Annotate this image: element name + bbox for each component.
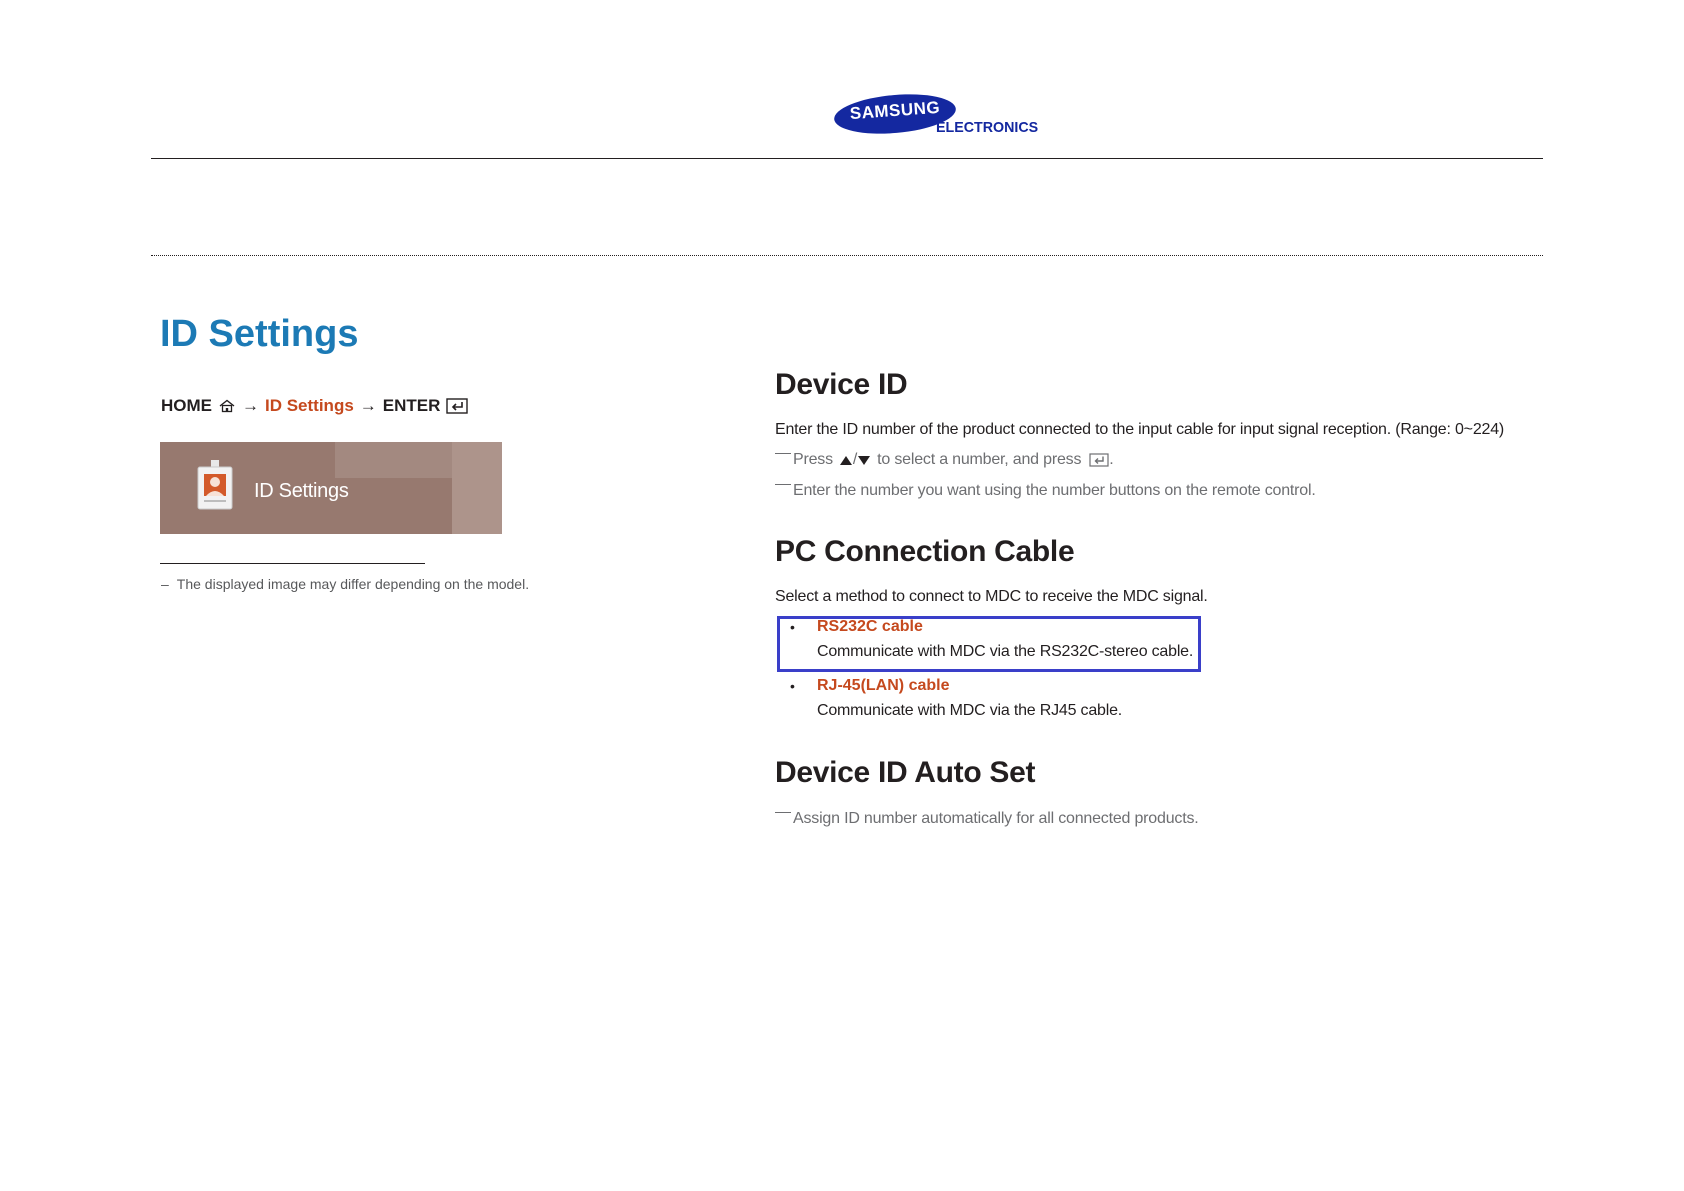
breadcrumb-current: ID Settings: [265, 396, 354, 415]
logo-sub-text: ELECTRONICS: [936, 119, 1039, 136]
menu-tile-id-settings: [160, 442, 502, 534]
footnote-text: The displayed image may differ depending on the model.: [176, 576, 530, 592]
device-id-description: Enter the ID number of the product connected to the input cable for input signal reception. (Range: 0~224): [775, 421, 1505, 438]
bullet: •: [790, 619, 795, 635]
footnote: [161, 576, 529, 592]
pc-connection-description: Select a method to connect to MDC to receive the MDC signal.: [775, 588, 1208, 605]
option-rj45-title: RJ-45(LAN) cable: [817, 677, 950, 694]
breadcrumb-arrow: →: [242, 396, 259, 415]
down-arrow-icon: [857, 455, 871, 466]
note-press-word: Press: [793, 451, 833, 468]
breadcrumb-enter: ENTER: [382, 396, 441, 415]
heading-device-id-auto-set: Device ID Auto Set: [775, 756, 1036, 789]
home-icon: [218, 399, 236, 413]
note-press-rest: to select a number, and press: [877, 451, 1082, 468]
note-period: .: [1109, 451, 1114, 468]
heading-pc-connection-cable: PC Connection Cable: [775, 535, 1075, 568]
page-title: ID Settings: [160, 313, 359, 355]
heading-device-id: Device ID: [775, 368, 908, 401]
device-id-note-press: [775, 451, 1114, 469]
option-rj45-description: Communicate with MDC via the RJ45 cable.: [817, 702, 1123, 719]
option-rs232c-description: Communicate with MDC via the RS232C-stereo cable.: [817, 643, 1194, 660]
enter-icon: [1089, 453, 1109, 467]
footnote-dash: –: [161, 576, 169, 592]
option-rs232c-title: RS232C cable: [817, 618, 923, 635]
dotted-divider: [151, 255, 1543, 256]
samsung-logo: [833, 89, 1043, 141]
note-slash: /: [852, 451, 858, 468]
note-remote-text: Enter the number you want using the number buttons on the remote control.: [793, 482, 1316, 499]
bullet: •: [790, 678, 795, 694]
breadcrumb-arrow: →: [359, 396, 377, 415]
up-arrow-icon: [839, 455, 853, 466]
enter-icon: [446, 398, 468, 414]
auto-set-note-text: Assign ID number automatically for all connected products.: [793, 810, 1199, 827]
id-badge-icon: [196, 460, 234, 510]
footnote-rule: [160, 563, 425, 564]
header-rule: [151, 158, 1543, 159]
breadcrumb-home: HOME: [161, 396, 212, 415]
breadcrumb: [161, 396, 468, 416]
auto-set-note: [775, 810, 1199, 828]
menu-tile-label: ID Settings: [254, 480, 349, 502]
logo-brand-text: SAMSUNG: [849, 97, 941, 124]
device-id-note-remote: [775, 482, 1316, 500]
